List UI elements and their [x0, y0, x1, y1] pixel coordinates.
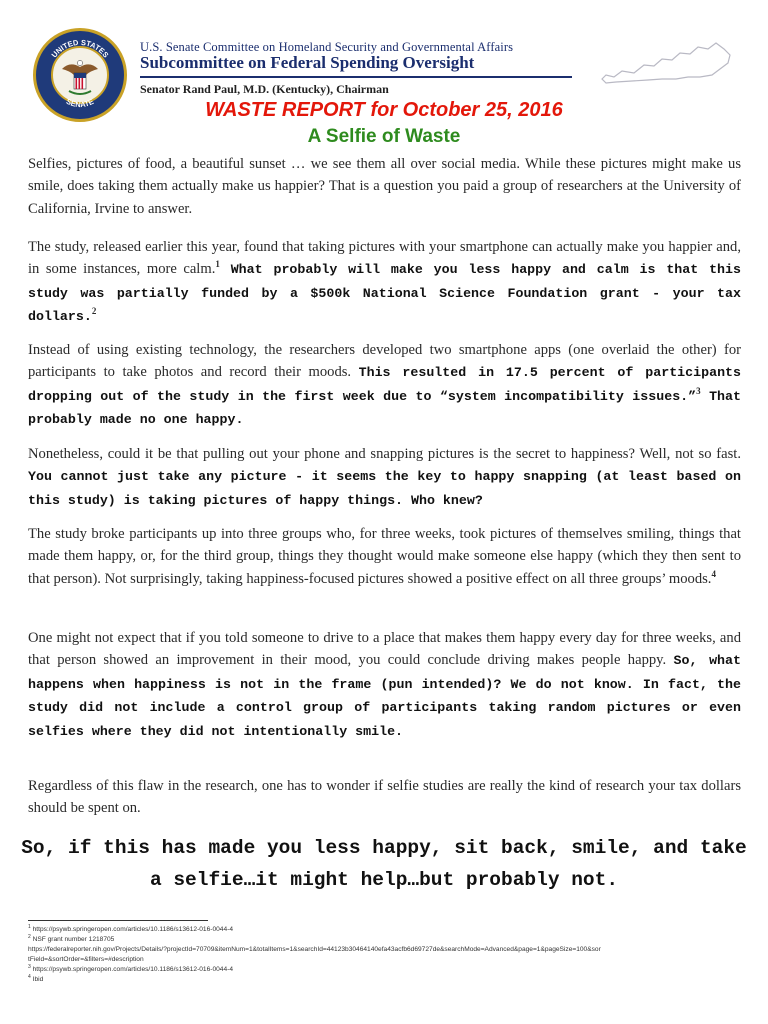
footnote-4-number: 4	[28, 973, 31, 980]
paragraph-2	[28, 236, 741, 329]
committee-name: U.S. Senate Committee on Homeland Security and Governmental Affairs	[140, 40, 514, 54]
footnote-2-url-text-1: https://federalreporter.nih.gov/Projects/Details/?projectId=70709&itemNum=1&totalItems=1&searchId=44123b30464140efa43acfb6d69727de&searchMode=Advanced&page=1&pageSize=100&sor	[28, 946, 601, 953]
footnote-divider	[28, 920, 208, 921]
paragraph-7	[28, 775, 741, 820]
footnote-2-text: NSF grant number 1218705	[30, 936, 115, 943]
closing-statement: So, if this has made you less happy, sit back, smile, and take a selfie…it might help…but probably not.	[21, 837, 747, 891]
footnote-ref-2: 2	[91, 306, 97, 317]
paragraph-3-text: Instead of using existing technology, the researchers developed two smartphone apps (one overlaid the other) for participants to take photos and record their moods.	[28, 342, 741, 381]
paragraph-7-text: Regardless of this flaw in the research, one has to wonder if selfie studies are really the kind of research your tax dollars should be spent on.	[28, 778, 741, 817]
paragraph-4	[28, 443, 741, 512]
footnote-2-url-text-2: tField=&sortOrder=&filters=#description	[28, 956, 144, 963]
seal-text-top: UNITED STATES	[49, 37, 111, 60]
footnote-4	[28, 975, 750, 985]
paragraph-4-text: Nonetheless, could it be that pulling out your phone and snapping pictures is the secret to happiness? Well, not so fast.	[28, 446, 741, 462]
footnote-1	[28, 925, 750, 935]
footnote-ref-4: 4	[711, 568, 716, 579]
paragraph-4-emphasis: You cannot just take any picture - it seems the key to happy snapping (at least based on this study) is taking pictures of happy things. Who knew?	[28, 469, 741, 508]
paragraph-6	[28, 627, 741, 743]
footnote-3-number: 3	[28, 963, 31, 970]
paragraph-2-emphasis: What probably will make you less happy and calm is that this study was partially funded by a $500k National Science Foundation grant - your tax dollars.	[28, 262, 741, 325]
chairman-line: Senator Rand Paul, M.D. (Kentucky), Chairman	[140, 82, 389, 96]
report-headline: A Selfie of Waste	[307, 126, 461, 147]
footnote-ref-1: 1	[215, 259, 220, 270]
kentucky-outline-icon	[592, 35, 742, 95]
paragraph-3	[28, 339, 741, 432]
footnote-2-url-line-1	[28, 945, 750, 955]
paragraph-5	[28, 523, 741, 590]
paragraph-3-emphasis: This resulted in 17.5 percent of participants dropping out of the study in the first week due to “system incompatibility issues.”	[28, 365, 742, 404]
subcommittee-name: Subcommittee on Federal Spending Oversight	[140, 53, 475, 72]
paragraph-1	[28, 153, 741, 220]
report-title: WASTE REPORT for October 25, 2016	[205, 99, 563, 121]
footnote-1-number: 1	[28, 923, 31, 930]
footnote-3	[28, 965, 750, 975]
footnote-1-text: https://psywb.springeropen.com/articles/10.1186/s13612-016-0044-4	[30, 926, 233, 933]
footnote-2-number: 2	[28, 933, 31, 940]
paragraph-3-emphasis-2: That probably made no one happy.	[28, 388, 741, 428]
paragraph-6-text: One might not expect that if you told someone to drive to a place that makes them happy every day for three weeks, and that person showed an improvement in their mood, you could conclude driving makes people happy.	[28, 630, 741, 669]
footnote-4-text: Ibid	[30, 976, 44, 983]
paragraph-1-text: Selfies, pictures of food, a beautiful sunset … we see them all over social media. While these pictures might make us smile, does taking them actually make us happier? That is a question you paid a group of researchers at the University of California, Irvine to answer.	[28, 156, 741, 217]
footnote-2	[28, 935, 750, 945]
paragraph-5-text: The study broke participants up into three groups who, for three weeks, took pictures of themselves smiling, things that made them happy, or, for the third group, things they thought would make someone else happy (which they then sent to that person). Not surprisingly, taking happiness-focused pictures showed a positive effect on all three groups’ moods.	[28, 526, 741, 587]
letterhead-divider	[140, 76, 572, 78]
seal-text-bottom: SENATE	[64, 96, 96, 110]
paragraph-2-text: The study, released earlier this year, found that taking pictures with your smartphone can actually make you happier and, in some instances, more calm.	[28, 239, 741, 278]
paragraph-6-emphasis: So, what happens when happiness is not in the frame (pun intended)? We do not know. In fact, the study did not include a control group of participants taking random pictures or even selfies where they did not intentionally smile.	[28, 653, 741, 739]
footnote-3-text: https://psywb.springeropen.com/articles/10.1186/s13612-016-0044-4	[30, 966, 233, 973]
footnote-ref-3: 3	[696, 385, 701, 396]
footnote-2-url-line-2	[28, 955, 750, 965]
